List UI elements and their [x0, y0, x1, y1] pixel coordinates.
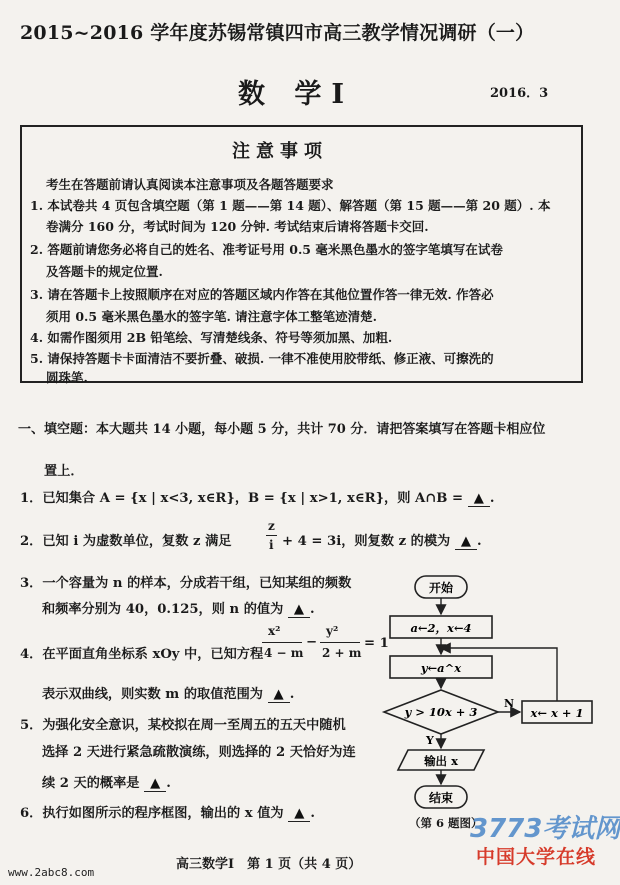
question-6-text: 6．执行如图所示的程序框图，输出的 x 值为 [20, 806, 284, 821]
notice-line: 1. 本试卷共 4 页包含填空题（第 1 题——第 14 题）、解答题（第 15 题——第 20 题）. 本 [30, 198, 551, 213]
answer-blank [268, 687, 290, 703]
exam-date: 2016．3 [490, 86, 549, 101]
notice-title: 注意事项 [232, 141, 328, 162]
flowchart-start-label: 开始 [428, 581, 454, 595]
question-5-line-3: 续 2 天的概率是 ▲ . [42, 776, 171, 791]
flowchart-init-label: a←2，x←4 [410, 621, 472, 635]
flowchart-end-label: 结束 [428, 791, 454, 805]
notice-line: 及答题卡的规定位置. [46, 264, 163, 279]
answer-blank [455, 534, 477, 550]
triangle-icon: ▲ [294, 806, 305, 821]
question-1-text: 1．已知集合 A = {x | x<3, x∈R}，B = {x | x>1, x∈R}，则 A∩B = [20, 491, 464, 506]
watermark-org: 中国大学在线 [476, 846, 597, 868]
question-4-text-b: 表示双曲线，则实数 m 的取值范围为 [42, 687, 263, 702]
footer-url: www.2abc8.com [8, 866, 95, 879]
question-3-line-1: 3．一个容量为 n 的样本，分成若干组，已知某组的频数 [20, 576, 352, 591]
q4-equals: = 1 [364, 636, 389, 651]
subject-title: 数 学Ⅰ [238, 79, 355, 110]
flowchart-caption: （第 6 题图） [409, 816, 483, 830]
exam-title: 2015~2016 学年度苏锡常镇四市高三教学情况调研（一） [20, 22, 535, 44]
flowchart-no-label: N [504, 697, 515, 710]
q4-fraction-bar-1 [262, 642, 302, 643]
notice-line: 卷满分 160 分，考试时间为 120 分钟. 考试结束后请将答题卡交回. [46, 219, 429, 234]
triangle-icon: ▲ [460, 534, 471, 549]
flowchart-yes-label: Y [426, 734, 434, 747]
question-5-text-c: 续 2 天的概率是 [42, 776, 140, 791]
page-footer: 高三数学Ⅰ 第 1 页（共 4 页） [176, 857, 362, 872]
q4-fraction-bar-2 [320, 642, 360, 643]
question-3-line-2: 和频率分别为 40，0.125，则 n 的值为 ▲ . [42, 602, 315, 617]
flowchart-condition-label: y > 10x + 3 [404, 705, 478, 719]
triangle-icon: ▲ [150, 776, 161, 791]
question-1: 1．已知集合 A = {x | x<3, x∈R}，B = {x | x>1, x∈R}，则 A∩B = ▲ . [20, 491, 495, 506]
question-4-line-2: 表示双曲线，则实数 m 的取值范围为 ▲ . [42, 687, 295, 702]
triangle-icon: ▲ [273, 687, 284, 702]
question-5-line-2: 选择 2 天进行紧急疏散演练，则选择的 2 天恰好为连 [42, 745, 356, 760]
question-2-rest: + 4 = 3i，则复数 z 的模为 ▲ . [282, 534, 482, 549]
q2-fraction-num: z [268, 519, 275, 533]
q4-fraction-num-2: y² [326, 624, 339, 638]
answer-blank [468, 491, 490, 507]
q4-fraction-num-1: x² [268, 624, 281, 638]
flowchart-assign-label: y←a^x [420, 661, 462, 675]
triangle-icon: ▲ [473, 491, 484, 506]
question-2-text-b: + 4 = 3i，则复数 z 的模为 [282, 534, 451, 549]
flowchart [380, 570, 600, 815]
question-6: 6．执行如图所示的程序框图，输出的 x 值为 ▲ . [20, 806, 315, 821]
q2-fraction-den: i [269, 538, 274, 552]
section-heading: 一、填空题：本大题共 14 小题，每小题 5 分，共计 70 分．请把答案填写在答题卡相应位 [18, 422, 546, 437]
watermark-site: 3773考试网 [470, 814, 620, 844]
flowchart-output-label: 输出 x [424, 754, 458, 768]
answer-blank [288, 602, 310, 618]
question-2-text-a: 2．已知 i 为虚数单位，复数 z 满足 [20, 534, 232, 549]
question-5-line-1: 5．为强化安全意识，某校拟在周一至周五的五天中随机 [20, 718, 346, 733]
notice-line: 3. 请在答题卡上按照顺序在对应的答题区域内作答在其他位置作答一律无效. 作答必 [30, 287, 494, 302]
notice-line: 圆珠笔. [46, 370, 88, 385]
notice-line: 5. 请保持答题卡卡面清洁不要折叠、破损. 一律不准使用胶带纸、修正液、可擦洗的 [30, 351, 494, 366]
q4-fraction-den-2: 2 + m [322, 646, 362, 660]
q4-minus: − [306, 635, 318, 650]
notice-intro: 考生在答题前请认真阅读本注意事项及各题答题要求 [46, 177, 334, 192]
flowchart-update-label: x← x + 1 [530, 706, 584, 720]
question-3-text-b: 和频率分别为 40，0.125，则 n 的值为 [42, 602, 284, 617]
triangle-icon: ▲ [293, 602, 305, 617]
notice-line: 4. 如需作图须用 2B 铅笔绘、写清楚线条、符号等须加黑、加粗. [30, 330, 393, 345]
q2-fraction-bar [266, 535, 277, 536]
q4-fraction-den-1: 4 − m [264, 646, 304, 660]
answer-blank [288, 806, 310, 822]
question-2 [20, 530, 231, 549]
answer-blank [144, 776, 166, 792]
question-4-line-1: 4．在平面直角坐标系 xOy 中，已知方程 [20, 647, 264, 662]
notice-line: 须用 0.5 毫米黑色墨水的签字笔. 请注意字体工整笔迹清楚. [46, 309, 378, 324]
notice-line: 2. 答题前请您务必将自己的姓名、准考证号用 0.5 毫米黑色墨水的签字笔填写在试卷 [30, 242, 503, 257]
section-heading-cont: 置上． [44, 464, 84, 479]
